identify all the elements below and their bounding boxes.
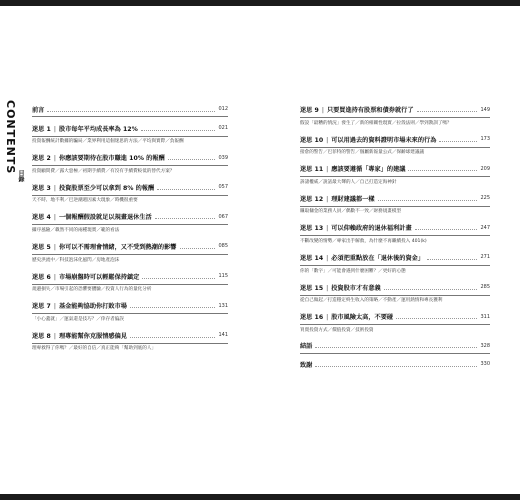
divider bbox=[300, 295, 490, 296]
toc-entry[interactable]: 迷思 13 | 可以仰賴政府的退休福利計畫 247 不斷改變的情勢／專家出手解救，為什麼不再繼續投入 401(k) bbox=[300, 224, 490, 244]
entry-title: 股市每年平均成長率為 12% bbox=[58, 125, 138, 133]
page-number: 021 bbox=[218, 125, 228, 132]
entry-title: 基金能夠協助你打敗市場 bbox=[58, 303, 127, 311]
page-number: 039 bbox=[218, 154, 228, 161]
page-number: 330 bbox=[480, 361, 490, 368]
page-number: 115 bbox=[218, 273, 228, 280]
entry-subtopics: 不斷改變的情勢／專家出手解救，為什麼不再繼續投入 401(k) bbox=[300, 238, 427, 244]
entry-label: 迷思 3 bbox=[32, 184, 51, 192]
entry-label: 迷思 8 bbox=[32, 332, 51, 340]
divider bbox=[300, 265, 490, 266]
entry-title: 投資股市才有意義 bbox=[331, 284, 381, 292]
toc-entry[interactable]: 迷思 4 | 一個報酬假設就足以規畫退休生活 067 攝序風險／載然不同的兩種現實／範的看法 bbox=[32, 213, 228, 233]
divider bbox=[32, 284, 228, 285]
entry-subtopics: 投資報酬統計數據的騙局／業界利用這個迷思的方法／平均與實際／負報酬 bbox=[32, 139, 184, 145]
entry-subtopics: 接倉的警告／巴菲特的警告／個屬新報量公式／保齡球建議議 bbox=[300, 150, 425, 156]
entry-label: 迷思 1 bbox=[32, 125, 51, 133]
entry-subtopics: 從自己做起／打造穩定終生收入的策略／不動產／運用熱情和專長獲利 bbox=[300, 298, 443, 304]
entry-label: 迷思 2 bbox=[32, 155, 51, 163]
divider bbox=[300, 117, 490, 118]
toc-entry-conclusion[interactable] bbox=[300, 341, 490, 354]
entry-title: 投資股票至少可以拿到 8% 的報酬 bbox=[58, 184, 155, 192]
toc-right-column bbox=[300, 104, 490, 375]
toc-entry[interactable]: 迷思 11 | 應該要遵循「專家」的建議 209 訴諸權威／說話最大聲的人／自己打造定海神針 bbox=[300, 165, 490, 185]
entry-label: 迷思 13 bbox=[300, 225, 324, 233]
leader-dots bbox=[47, 111, 215, 112]
toc-entry[interactable]: 迷思 1 | 股市每年平均成長率為 12% 021 投資報酬統計數據的騙局／業界利用這個迷思的方法／平均與實際／負報酬 bbox=[32, 125, 228, 145]
leader-dots bbox=[168, 159, 216, 160]
toc-entry[interactable]: 迷思 8 | 理專能幫你克服情感偏見 141 理專救得了你嗎？／最好的自信／真正能夠「幫助到底的人」 bbox=[32, 332, 228, 352]
entry-subtopics: 訴諸權威／說話最大聲的人／自己打造定海神針 bbox=[300, 179, 397, 185]
page-number: 271 bbox=[480, 254, 490, 261]
divider bbox=[32, 136, 228, 137]
page-number: 225 bbox=[480, 195, 490, 202]
toc-entry[interactable]: 迷思 10 | 可以用過去的資料證明市場未來的行為 173 接倉的警告／巴菲特的警告／個屬新報量公式／保齡球建議議 bbox=[300, 136, 490, 156]
top-border bbox=[0, 0, 520, 6]
divider bbox=[32, 254, 228, 255]
leader-dots bbox=[155, 218, 216, 219]
toc-entry[interactable]: 迷思 14 | 必須把重點放在「退休後的資金」 271 你的「數字」／可能會遇到什麼困難？／更好的心態 bbox=[300, 254, 490, 274]
leader-dots bbox=[408, 170, 477, 171]
toc-entry[interactable]: 迷思 9 | 只要買進持有股票和債券就行了 149 假設「最糟的情況」發生了／新的相關性現實／拉殼法則／學到教訓了嗎？ bbox=[300, 106, 490, 126]
leader-dots bbox=[141, 130, 216, 131]
entry-subtopics: 假設「最糟的情況」發生了／新的相關性現實／拉殼法則／學到教訓了嗎？ bbox=[300, 120, 452, 126]
entry-subtopics: 規避損失／市場引起的恐懼要體驗／投資人行為的量化分析 bbox=[32, 287, 152, 293]
entry-title: 你應該要期待在股市賺進 10% 的報酬 bbox=[58, 155, 165, 163]
entry-label: 迷思 15 bbox=[300, 284, 324, 292]
leader-dots bbox=[142, 278, 215, 279]
page-number: 141 bbox=[218, 332, 228, 339]
page-number: 149 bbox=[480, 106, 490, 113]
page-number: 247 bbox=[480, 224, 490, 231]
toc-entry[interactable]: 迷思 12 | 理財建議都一樣 225 賺取傭金的業務人員／偶數不一致／財務規畫模型 bbox=[300, 195, 490, 215]
entry-title: 必須把重點放在「退休後的資金」 bbox=[331, 254, 425, 262]
divider bbox=[300, 353, 490, 354]
toc-entry-acknowledgements[interactable] bbox=[300, 359, 490, 369]
divider bbox=[300, 235, 490, 236]
entry-subtopics: 歷史洪流中／科技泡沫化風閃／房地產泡沫 bbox=[32, 257, 120, 263]
entry-subtopics: 攝序風險／載然不同的兩種現實／範的看法 bbox=[32, 227, 120, 233]
entry-label: 迷思 11 bbox=[300, 166, 324, 174]
leader-dots bbox=[415, 229, 478, 230]
entry-title: 理專能幫你克服情感偏見 bbox=[58, 332, 127, 340]
divider bbox=[32, 224, 228, 225]
page-number: 173 bbox=[480, 136, 490, 143]
bottom-border bbox=[0, 494, 520, 500]
page-number: 311 bbox=[480, 313, 490, 320]
entry-label: 迷思 14 bbox=[300, 254, 324, 262]
leader-dots bbox=[315, 366, 477, 367]
entry-title: 理財建議都一樣 bbox=[331, 195, 375, 203]
divider bbox=[300, 324, 490, 325]
entry-label: 致謝 bbox=[300, 361, 313, 369]
page-number: 067 bbox=[218, 213, 228, 220]
entry-label: 前言 bbox=[32, 106, 45, 114]
entry-title: 一個報酬假設就足以規畫退休生活 bbox=[58, 214, 152, 222]
toc-entry-preface[interactable] bbox=[32, 104, 228, 117]
divider bbox=[32, 195, 228, 196]
entry-title: 只要買進持有股票和債券就行了 bbox=[326, 107, 414, 114]
toc-entry[interactable]: 迷思 7 | 基金能夠協助你打敗市場 131 「小心蓋就」／運氣還是技巧？／倖存者偏誤 bbox=[32, 302, 228, 322]
toc-left-column bbox=[32, 104, 228, 359]
entry-title: 可以用過去的資料證明市場未來的行為 bbox=[331, 136, 437, 144]
contents-side-title bbox=[4, 100, 24, 220]
entry-title: 可以仰賴政府的退休福利計畫 bbox=[331, 225, 412, 233]
entry-label: 迷思 12 bbox=[300, 195, 324, 203]
page-number: 057 bbox=[218, 184, 228, 191]
toc-entry[interactable]: 迷思 6 | 市場崩盤時可以輕鬆保持鎮定 115 規避損失／市場引起的恐懼要體驗／投資人行為的量化分析 bbox=[32, 273, 228, 293]
leader-dots bbox=[315, 347, 477, 348]
entry-label: 迷思 7 bbox=[32, 303, 51, 311]
leader-dots bbox=[384, 289, 478, 290]
entry-subtopics: 買賣投資方式／價值投資／技術投資 bbox=[300, 327, 374, 333]
entry-title: 市場崩盤時可以輕鬆保持鎮定 bbox=[58, 273, 140, 281]
entry-subtopics: 你的「數字」／可能會遇到什麼困難？／更好的心態 bbox=[300, 268, 406, 274]
leader-dots bbox=[130, 307, 215, 308]
divider bbox=[32, 313, 228, 314]
entry-subtopics: 「小心蓋就」／運氣還是技巧？／倖存者偏誤 bbox=[32, 316, 124, 322]
entry-label: 迷思 9 bbox=[300, 107, 319, 114]
page-number: 012 bbox=[218, 106, 228, 112]
page-number: 131 bbox=[218, 302, 228, 309]
divider bbox=[300, 176, 490, 177]
leader-dots bbox=[130, 337, 215, 338]
entry-subtopics: 賺取傭金的業務人員／偶數不一致／財務規畫模型 bbox=[300, 209, 402, 215]
entry-subtopics: 投資顧問費／露大惡極／初期手續費／有沒有手續費較低的替代方案？ bbox=[32, 168, 175, 174]
entry-subtopics: 理專救得了你嗎？／最好的自信／真正能夠「幫助到底的人」 bbox=[32, 346, 157, 352]
divider bbox=[300, 206, 490, 207]
toc-entry[interactable]: 迷思 2 | 你應該要期待在股市賺進 10% 的報酬 039 投資顧問費／露大惡極／初期手續費／有沒有手續費較低的替代方案？ bbox=[32, 154, 228, 174]
entry-label: 迷思 5 bbox=[32, 243, 51, 251]
page-number: 209 bbox=[480, 165, 490, 172]
divider bbox=[32, 116, 228, 117]
toc-entry[interactable]: 迷思 16 | 股市風險太高，不要碰 311 買賣投資方式／價值投資／技術投資 bbox=[300, 313, 490, 333]
page-number: 085 bbox=[218, 243, 228, 250]
contents-title-chinese: 目錄 bbox=[17, 170, 24, 182]
entry-label: 迷思 6 bbox=[32, 273, 51, 281]
leader-dots bbox=[157, 189, 215, 190]
toc-entry[interactable]: 迷思 15 | 投資股市才有意義 285 從自己做起／打造穩定終生收入的策略／不動產／運用熱情和專長獲利 bbox=[300, 284, 490, 304]
divider bbox=[300, 147, 490, 148]
leader-dots bbox=[396, 318, 477, 319]
page-number: 285 bbox=[480, 284, 490, 291]
entry-subtopics: 天不時、地不利／巴逆潮週因素大現象／時機很重要 bbox=[32, 198, 138, 204]
leader-dots bbox=[427, 259, 477, 260]
entry-title: 應該要遵循「專家」的建議 bbox=[331, 166, 406, 174]
divider bbox=[32, 343, 228, 344]
entry-title: 股市風險太高，不要碰 bbox=[331, 314, 394, 322]
entry-title: 你可以不需理會情緒，又不受到熱潮的影響 bbox=[58, 243, 177, 251]
toc-entry[interactable]: 迷思 5 | 你可以不需理會情緒，又不受到熱潮的影響 085 歷史洪流中／科技泡沫化風閃／房地產泡沫 bbox=[32, 243, 228, 263]
divider bbox=[32, 165, 228, 166]
leader-dots bbox=[439, 141, 477, 142]
entry-label: 迷思 4 bbox=[32, 214, 51, 222]
entry-label: 結語 bbox=[300, 343, 313, 351]
entry-label: 迷思 10 bbox=[300, 136, 324, 144]
leader-dots bbox=[378, 200, 478, 201]
toc-entry[interactable]: 迷思 3 | 投資股票至少可以拿到 8% 的報酬 057 天不時、地不利／巴逆潮週因素大現象／時機很重要 bbox=[32, 184, 228, 204]
contents-title-english: CONTENTS bbox=[4, 100, 17, 175]
page-number: 328 bbox=[480, 342, 490, 349]
leader-dots bbox=[180, 248, 216, 249]
leader-dots bbox=[417, 111, 478, 112]
entry-label: 迷思 16 bbox=[300, 314, 324, 322]
